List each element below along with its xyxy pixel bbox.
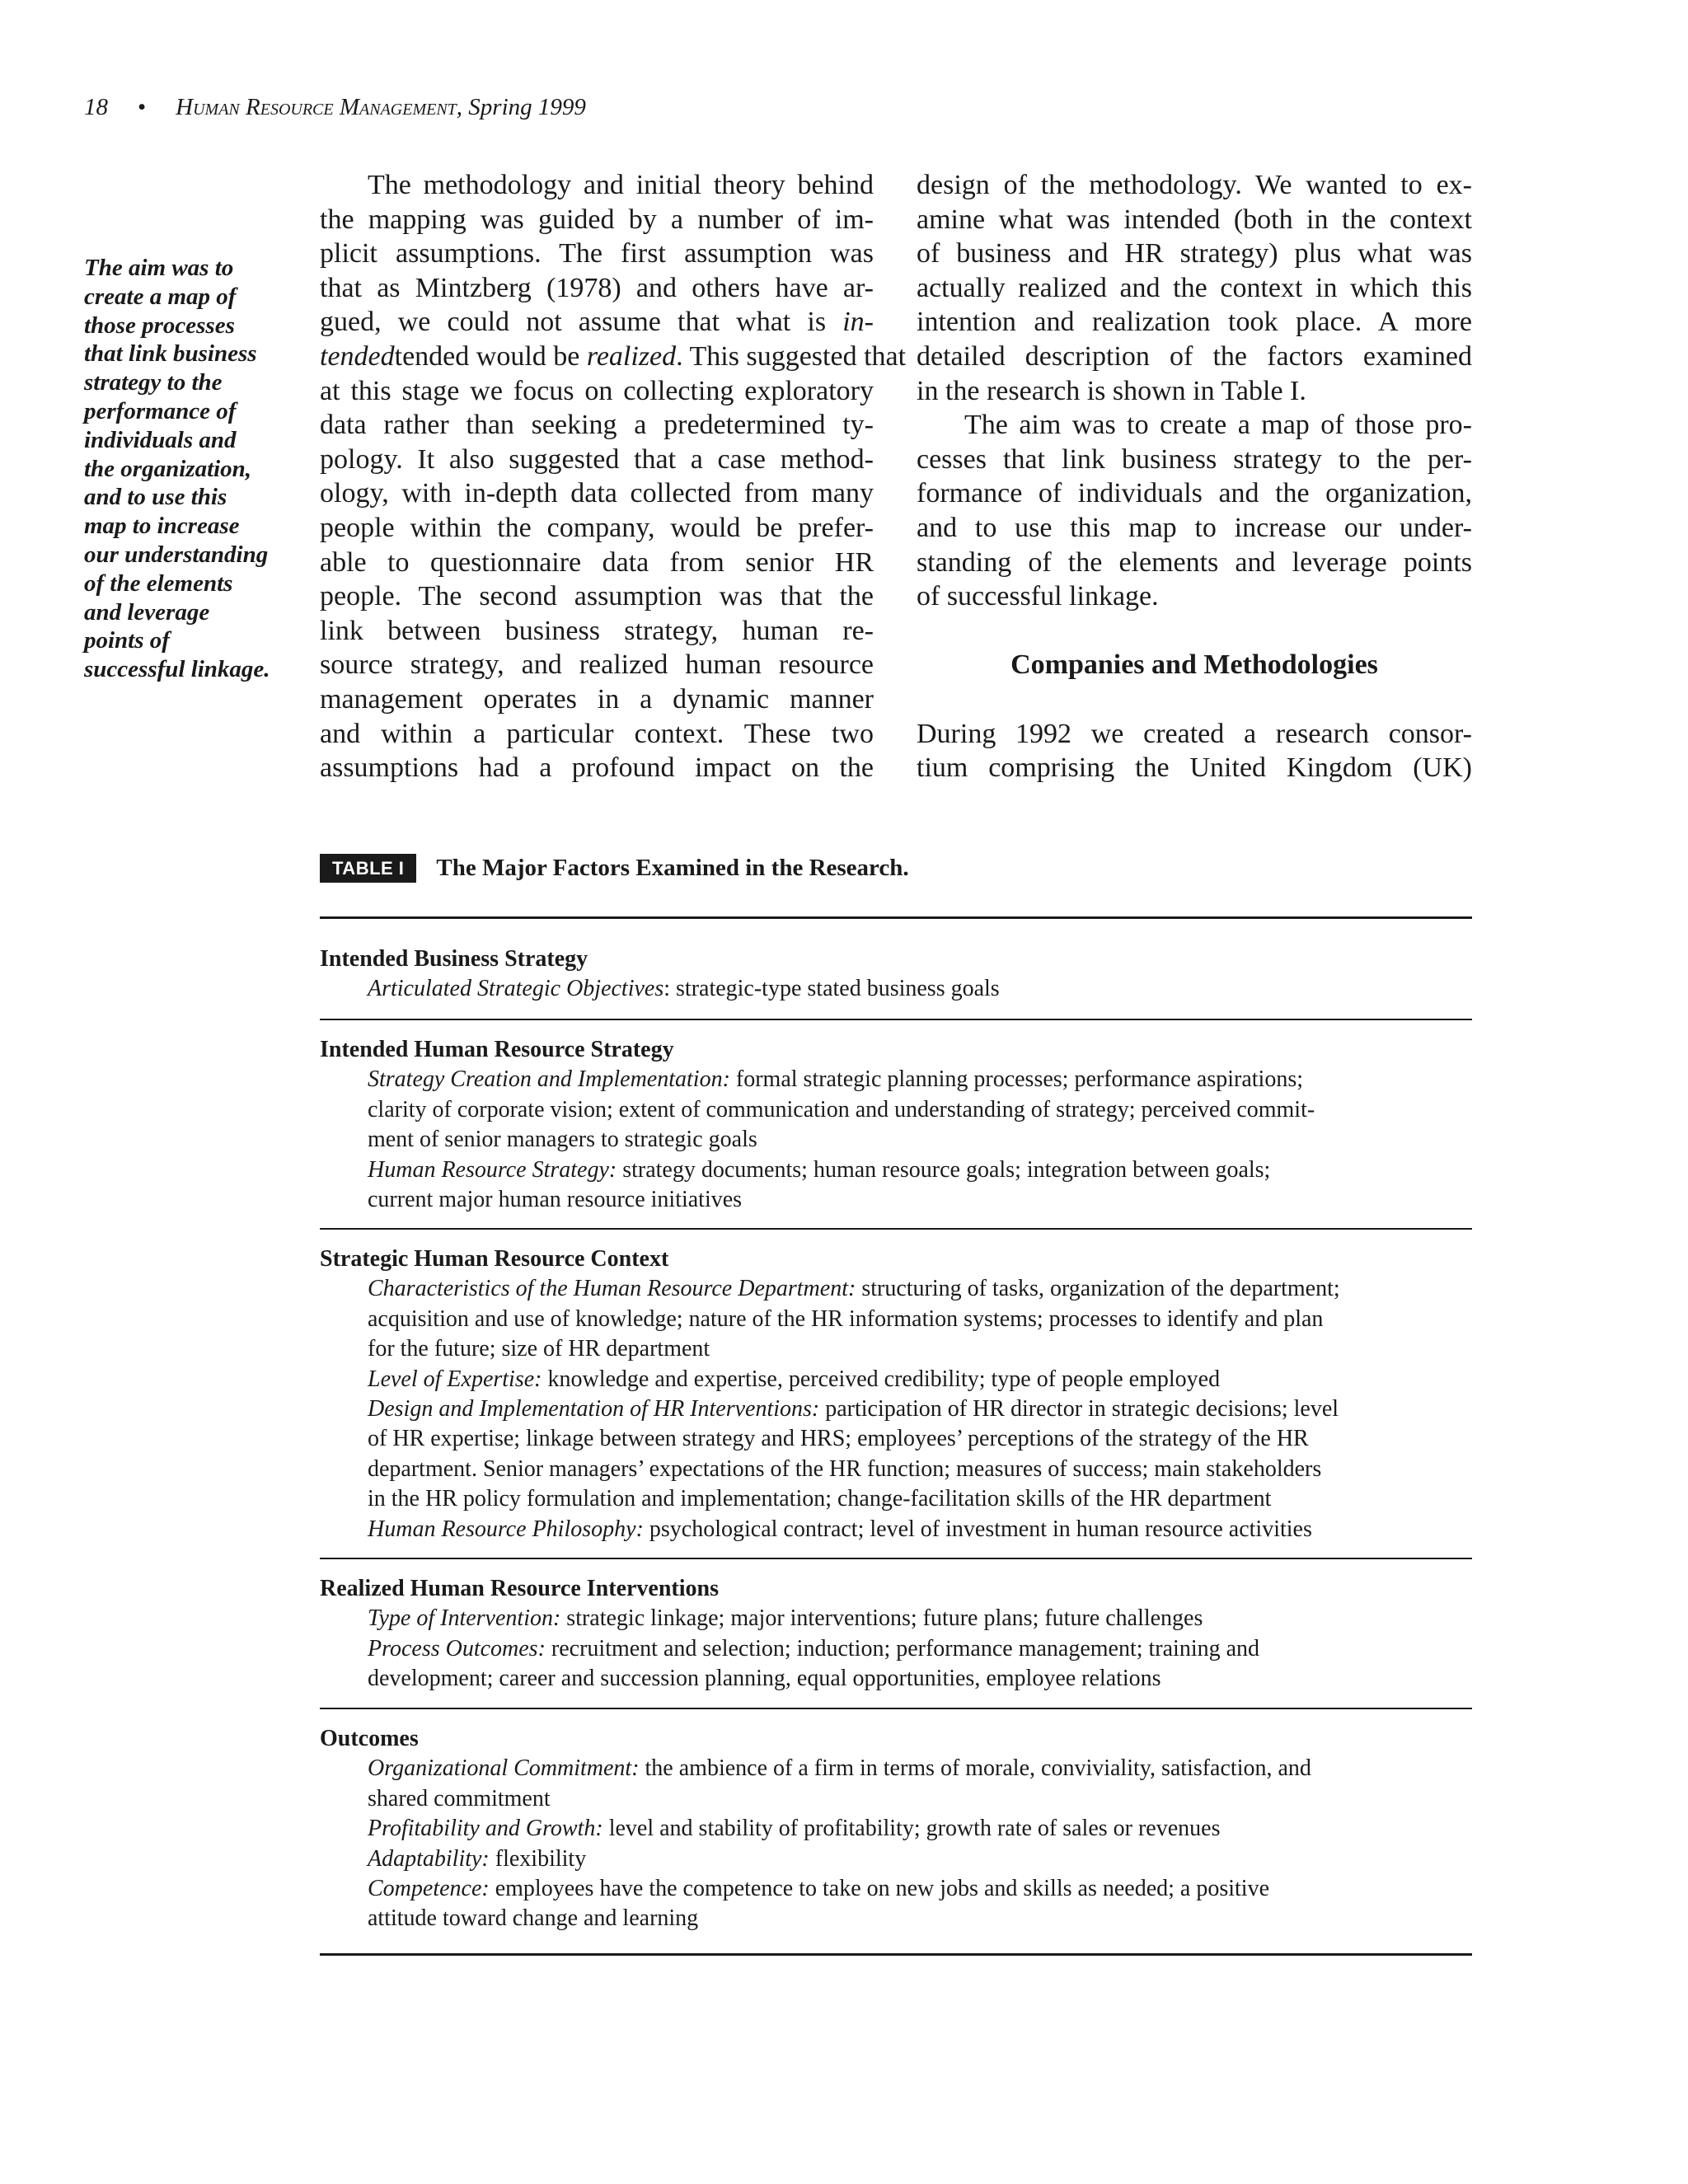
body-line: During 1992 we created a research consor- xyxy=(917,718,1472,749)
row-term: Type of Intervention: xyxy=(368,1605,561,1632)
pull-quote-line: the organization, xyxy=(84,455,252,482)
row-text: current major human resource initiatives xyxy=(368,1187,743,1213)
body-line: in the research is shown in Table I. xyxy=(917,375,1306,406)
pull-quote-line: and leverage xyxy=(84,598,210,626)
table-row xyxy=(320,1185,1472,1215)
table-row xyxy=(320,1515,1472,1544)
table-section xyxy=(320,1244,1472,1544)
row-text: psychological contract; level of investment in human resource activities xyxy=(643,1516,1312,1542)
table-section xyxy=(320,944,1472,1005)
body-line: The aim was to create a map of those pro- xyxy=(964,410,1472,441)
body-line: that as Mintzberg (1978) and others have ar- xyxy=(320,272,874,303)
table-section-title: Intended Human Resource Strategy xyxy=(320,1037,674,1062)
row-text: strategy documents; human resource goals; integration between goals; xyxy=(617,1156,1271,1183)
table-row xyxy=(320,1394,1472,1424)
row-text: development; career and succession planning, equal opportunities, employee relations xyxy=(368,1666,1161,1692)
journal-issue: Spring 1999 xyxy=(468,94,586,120)
table-row xyxy=(320,1305,1472,1334)
page-number: 18 xyxy=(84,94,108,120)
body-line: cesses that link business strategy to the per- xyxy=(917,443,1472,475)
table-section-title: Outcomes xyxy=(320,1726,419,1751)
body-text: . This suggested that xyxy=(676,340,907,372)
body-line: source strategy, and realized human resource xyxy=(320,649,874,681)
pull-quote-line: strategy to the xyxy=(84,369,223,396)
pull-quote-line: those processes xyxy=(84,312,235,339)
row-text: attitude toward change and learning xyxy=(368,1905,699,1932)
row-term: Competence: xyxy=(368,1876,490,1902)
journal-title: Human Resource Management, xyxy=(176,94,463,120)
table-row xyxy=(320,1484,1472,1514)
body-line: of business and HR strategy) plus what was xyxy=(917,238,1472,269)
table-section xyxy=(320,1035,1472,1215)
pull-quote-line: successful linkage. xyxy=(84,656,270,683)
body-italic: realized xyxy=(586,340,677,372)
body-line: detailed description of the factors examined xyxy=(917,340,1472,372)
table-row xyxy=(320,1874,1472,1904)
row-text: ment of senior managers to strategic goals xyxy=(368,1127,757,1153)
row-term: Characteristics of the Human Resource Department: xyxy=(368,1276,856,1302)
table-row xyxy=(320,1274,1472,1304)
table-row xyxy=(320,1095,1472,1125)
body-line: people. The second assumption was that the xyxy=(320,581,874,612)
table-section-title: Strategic Human Resource Context xyxy=(320,1246,669,1272)
table-label: TABLE I xyxy=(320,854,416,883)
row-term: Process Outcomes: xyxy=(368,1635,546,1661)
body-line: formance of individuals and the organization, xyxy=(917,478,1472,509)
table-row xyxy=(320,1784,1472,1814)
body-italic: in- xyxy=(842,307,874,338)
table-row xyxy=(320,1844,1472,1874)
row-text: flexibility xyxy=(489,1845,587,1872)
pull-quote-line: that link business xyxy=(84,340,257,368)
table-row xyxy=(320,1904,1472,1933)
table-row xyxy=(320,1664,1472,1694)
row-text: structuring of tasks, organization of the department; xyxy=(856,1276,1340,1302)
body-line: the mapping was guided by a number of im- xyxy=(320,204,874,235)
table-row xyxy=(320,1125,1472,1155)
table-row xyxy=(320,1754,1472,1783)
pull-quote-line: of the elements xyxy=(84,569,233,597)
row-term: Human Resource Philosophy: xyxy=(368,1516,644,1542)
table-section xyxy=(320,1574,1472,1694)
table-row xyxy=(320,1334,1472,1364)
pull-quote-line: create a map of xyxy=(84,283,237,310)
row-text: recruitment and selection; induction; performance management; training and xyxy=(545,1635,1260,1661)
body-line: people within the company, would be prefer- xyxy=(320,512,874,543)
section-heading: Companies and Methodologies xyxy=(1010,649,1378,681)
table-row xyxy=(320,1604,1472,1633)
body-line: able to questionnaire data from senior HR xyxy=(320,546,874,578)
body-line: management operates in a dynamic manner xyxy=(320,683,874,715)
row-term: Profitability and Growth: xyxy=(368,1816,603,1842)
row-term: Human Resource Strategy: xyxy=(368,1156,617,1183)
row-text: for the future; size of HR department xyxy=(368,1336,710,1362)
row-text: shared commitment xyxy=(368,1785,551,1811)
row-term: Strategy Creation and Implementation: xyxy=(368,1066,730,1093)
row-term: Articulated Strategic Objectives xyxy=(368,976,664,1002)
row-text: : strategic-type stated business goals xyxy=(663,976,1000,1002)
body-line: pology. It also suggested that a case method- xyxy=(320,443,874,475)
table-title: The Major Factors Examined in the Research. xyxy=(436,855,909,881)
row-term: Level of Expertise: xyxy=(368,1366,542,1392)
body-line: standing of the elements and leverage points xyxy=(917,546,1472,578)
pull-quote-line: The aim was to xyxy=(84,255,234,281)
table-row xyxy=(320,1814,1472,1844)
table-row xyxy=(320,974,1472,1004)
header-bullet: • xyxy=(138,94,147,120)
body-text: gued, we could not assume that what is xyxy=(320,307,843,338)
table-section-title: Realized Human Resource Interventions xyxy=(320,1576,719,1601)
body-line: assumptions had a profound impact on the xyxy=(320,752,874,784)
body-line: intention and realization took place. A more xyxy=(917,307,1472,338)
row-text: participation of HR director in strategic decisions; level xyxy=(819,1396,1339,1422)
body-line: and to use this map to increase our under- xyxy=(917,512,1472,543)
body-line: The methodology and initial theory behind xyxy=(368,170,874,200)
row-text: department. Senior managers’ expectations of the HR function; measures of success; main stakeholders xyxy=(368,1455,1322,1482)
body-italic: tended xyxy=(320,340,395,372)
pull-quote-line: our understanding xyxy=(84,541,269,568)
body-line: actually realized and the context in which this xyxy=(917,272,1472,303)
body-line: data rather than seeking a predetermined ty- xyxy=(320,410,874,441)
body-line: tium comprising the United Kingdom (UK) xyxy=(917,752,1472,784)
row-term: Adaptability: xyxy=(368,1845,490,1872)
row-text: clarity of corporate vision; extent of communication and understanding of strategy; perceived commit- xyxy=(368,1096,1315,1122)
table-body xyxy=(320,0,1472,2184)
row-text: of HR expertise; linkage between strategy and HRS; employees’ perceptions of the strategy of the HR xyxy=(368,1426,1309,1452)
pull-quote-line: map to increase xyxy=(84,513,240,540)
body-line: ology, with in-depth data collected from many xyxy=(320,478,874,509)
pull-quote xyxy=(84,254,290,684)
row-text: in the HR policy formulation and implementation; change-facilitation skills of the HR department xyxy=(368,1486,1272,1512)
body-line: amine what was intended (both in the context xyxy=(917,204,1472,235)
row-text: level and stability of profitability; growth rate of sales or revenues xyxy=(603,1816,1221,1842)
row-text: knowledge and expertise, perceived credibility; type of people employed xyxy=(542,1366,1221,1392)
body-line: and within a particular context. These two xyxy=(320,718,874,749)
table-row xyxy=(320,1365,1472,1394)
row-text: formal strategic planning processes; performance aspirations; xyxy=(729,1066,1303,1093)
table-section xyxy=(320,1724,1472,1934)
body-line: link between business strategy, human re- xyxy=(320,615,874,646)
pull-quote-line: individuals and xyxy=(84,426,237,453)
pull-quote-line: points of xyxy=(84,627,170,654)
row-text: employees have the competence to take on new jobs and skills as needed; a positive xyxy=(489,1876,1269,1902)
body-line: of successful linkage. xyxy=(917,581,1159,612)
body-line: at this stage we focus on collecting exploratory xyxy=(320,375,874,406)
table-section-title: Intended Business Strategy xyxy=(320,946,588,972)
table-row xyxy=(320,1155,1472,1185)
row-text: strategic linkage; major interventions; future plans; future challenges xyxy=(560,1605,1203,1632)
table-row xyxy=(320,1634,1472,1664)
row-term: Design and Implementation of HR Interventions: xyxy=(368,1396,820,1422)
body-line: design of the methodology. We wanted to ex- xyxy=(917,170,1472,200)
body-line: plicit assumptions. The first assumption was xyxy=(320,238,874,269)
body-text: tended would be xyxy=(394,340,587,372)
pull-quote-line: and to use this xyxy=(84,484,227,511)
row-text: acquisition and use of knowledge; nature of the HR information systems; processes to identify and plan xyxy=(368,1305,1324,1332)
table-row xyxy=(320,1455,1472,1484)
row-term: Organizational Commitment: xyxy=(368,1755,640,1782)
table-row xyxy=(320,1065,1472,1094)
table-row xyxy=(320,1424,1472,1454)
pull-quote-line: performance of xyxy=(84,397,237,424)
row-text: the ambience of a firm in terms of morale, conviviality, satisfaction, and xyxy=(639,1755,1311,1782)
